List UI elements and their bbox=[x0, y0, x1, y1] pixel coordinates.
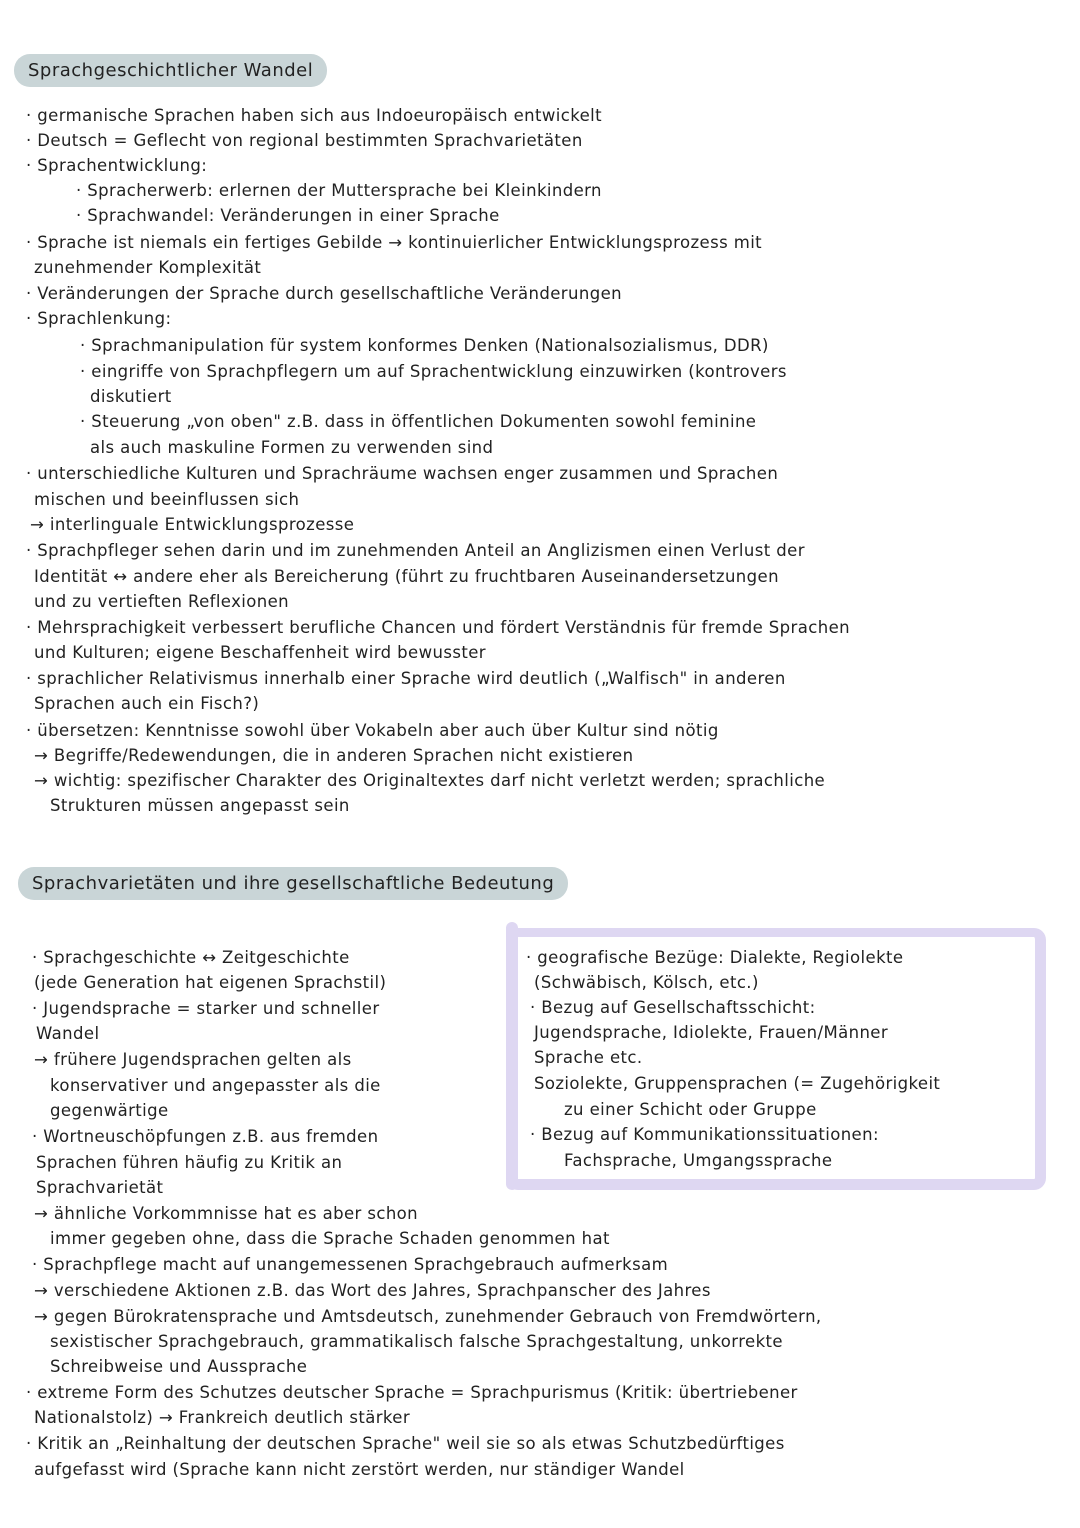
note-line: · Spracherwerb: erlernen der Muttersprache bei Kleinkindern bbox=[76, 181, 602, 200]
note-line: · Sprachpfleger sehen darin und im zunehmenden Anteil an Anglizismen einen Verlust der bbox=[26, 541, 805, 560]
note-line: → interlinguale Entwicklungsprozesse bbox=[30, 515, 355, 534]
note-line: gegenwärtige bbox=[50, 1101, 169, 1120]
note-line: · germanische Sprachen haben sich aus Indoeuropäisch entwickelt bbox=[26, 106, 602, 125]
note-line: · Jugendsprache = starker und schneller bbox=[32, 999, 380, 1018]
note-line: Sprachvarietät bbox=[36, 1178, 164, 1197]
note-line: Sprachen führen häufig zu Kritik an bbox=[36, 1153, 343, 1172]
note-line: immer gegeben ohne, dass die Sprache Schaden genommen hat bbox=[50, 1229, 610, 1248]
box-line: (Schwäbisch, Kölsch, etc.) bbox=[534, 973, 759, 992]
note-line: Sprachen auch ein Fisch?) bbox=[34, 694, 260, 713]
section-heading-sprachvarietaeten: Sprachvarietäten und ihre gesellschaftliche Bedeutung bbox=[18, 867, 568, 900]
box-line: Jugendsprache, Idiolekte, Frauen/Männer bbox=[534, 1023, 889, 1042]
box-line: Sprache etc. bbox=[534, 1048, 643, 1067]
note-line: · Wortneuschöpfungen z.B. aus fremden bbox=[32, 1127, 379, 1146]
note-line: → frühere Jugendsprachen gelten als bbox=[34, 1050, 352, 1069]
note-line: → wichtig: spezifischer Charakter des Originaltextes darf nicht verletzt werden; sprachliche bbox=[34, 771, 826, 790]
note-line: · Sprache ist niemals ein fertiges Gebilde → kontinuierlicher Entwicklungsprozess mit bbox=[26, 233, 763, 252]
note-line: · Sprachentwicklung: bbox=[26, 156, 208, 175]
note-line: · übersetzen: Kenntnisse sowohl über Vokabeln aber auch über Kultur sind nötig bbox=[26, 721, 719, 740]
note-line: Nationalstolz) → Frankreich deutlich stärker bbox=[34, 1408, 410, 1427]
note-line: als auch maskuline Formen zu verwenden sind bbox=[90, 438, 494, 457]
note-line: · eingriffe von Sprachpflegern um auf Sprachentwicklung einzuwirken (kontrovers bbox=[80, 362, 787, 381]
note-line: und Kulturen; eigene Beschaffenheit wird bewusster bbox=[34, 643, 486, 662]
note-line: · unterschiedliche Kulturen und Sprachräume wachsen enger zusammen und Sprachen bbox=[26, 464, 779, 483]
note-line: · Sprachlenkung: bbox=[26, 309, 172, 328]
note-line: → Begriffe/Redewendungen, die in anderen Sprachen nicht existieren bbox=[34, 746, 634, 765]
note-line: → ähnliche Vorkommnisse hat es aber schon bbox=[34, 1204, 419, 1223]
note-line: · Sprachgeschichte ↔ Zeitgeschichte bbox=[32, 948, 350, 967]
note-line: → verschiedene Aktionen z.B. das Wort des Jahres, Sprachpanscher des Jahres bbox=[34, 1281, 711, 1300]
box-line: · Bezug auf Kommunikationssituationen: bbox=[530, 1125, 879, 1144]
note-line: zunehmender Komplexität bbox=[34, 258, 262, 277]
note-line: und zu vertieften Reflexionen bbox=[34, 592, 289, 611]
note-line: · Deutsch = Geflecht von regional bestimmten Sprachvarietäten bbox=[26, 131, 583, 150]
note-line: · Kritik an „Reinhaltung der deutschen Sprache" weil sie so als etwas Schutzbedürftiges bbox=[26, 1434, 785, 1453]
box-line: · Bezug auf Gesellschaftsschicht: bbox=[530, 998, 816, 1017]
box-line: · geografische Bezüge: Dialekte, Regiolekte bbox=[526, 948, 904, 967]
note-line: · sprachlicher Relativismus innerhalb einer Sprache wird deutlich („Walfisch" in anderen bbox=[26, 669, 786, 688]
note-line: Schreibweise und Aussprache bbox=[50, 1357, 308, 1376]
note-line: Strukturen müssen angepasst sein bbox=[50, 796, 350, 815]
note-line: → gegen Bürokratensprache und Amtsdeutsch, zunehmender Gebrauch von Fremdwörtern, bbox=[34, 1307, 822, 1326]
note-line: · Mehrsprachigkeit verbessert berufliche Chancen und fördert Verständnis für fremde Sprachen bbox=[26, 618, 850, 637]
note-line: aufgefasst wird (Sprache kann nicht zerstört werden, nur ständiger Wandel bbox=[34, 1460, 685, 1479]
note-line: · extreme Form des Schutzes deutscher Sprache = Sprachpurismus (Kritik: übertriebener bbox=[26, 1383, 798, 1402]
note-line: · Sprachpflege macht auf unangemessenen Sprachgebrauch aufmerksam bbox=[32, 1255, 669, 1274]
box-line: Soziolekte, Gruppensprachen (= Zugehörigkeit bbox=[534, 1074, 941, 1093]
note-line: · Steuerung „von oben" z.B. dass in öffentlichen Dokumenten sowohl feminine bbox=[80, 412, 757, 431]
note-line: diskutiert bbox=[90, 387, 172, 406]
section-heading-sprachgeschichtlicher-wandel: Sprachgeschichtlicher Wandel bbox=[14, 54, 327, 87]
box-line: Fachsprache, Umgangssprache bbox=[564, 1151, 833, 1170]
note-line: · Sprachmanipulation für system konformes Denken (Nationalsozialismus, DDR) bbox=[80, 336, 769, 355]
note-line: · Sprachwandel: Veränderungen in einer Sprache bbox=[76, 206, 500, 225]
note-line: Wandel bbox=[36, 1024, 100, 1043]
box-line: zu einer Schicht oder Gruppe bbox=[564, 1100, 817, 1119]
note-line: sexistischer Sprachgebrauch, grammatikalisch falsche Sprachgestaltung, unkorrekte bbox=[50, 1332, 783, 1351]
note-line: konservativer und angepasster als die bbox=[50, 1076, 381, 1095]
note-line: · Veränderungen der Sprache durch gesellschaftliche Veränderungen bbox=[26, 284, 622, 303]
note-line: mischen und beeinflussen sich bbox=[34, 490, 300, 509]
note-line: Identität ↔ andere eher als Bereicherung (führt zu fruchtbaren Auseinandersetzungen bbox=[34, 567, 779, 586]
note-line: (jede Generation hat eigenen Sprachstil) bbox=[34, 973, 387, 992]
